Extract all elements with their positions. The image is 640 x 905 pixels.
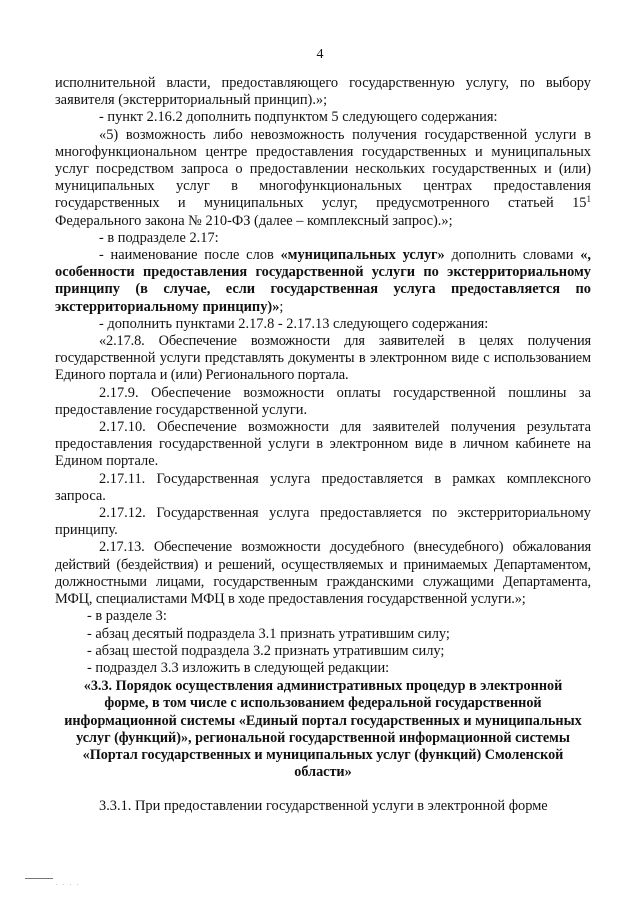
paragraph-subitem-5 — [55, 127, 591, 230]
paragraph-2-17-8: «2.17.8. Обеспечение возможности для заявителей в целях получения государственной услуги представлять документы в электронном виде с использованием Единого портала и (или) Регионального портала. — [55, 333, 591, 384]
page-number: 4 — [316, 47, 324, 62]
amendment-text: - наименование после слов — [99, 247, 281, 264]
paragraph-item-2-16-2: - пункт 2.16.2 дополнить подпунктом 5 следующего содержания: — [99, 109, 498, 126]
paragraph-2-17-10: 2.17.10. Обеспечение возможности для заявителей получения результата предоставления государственной услуги в электронном виде в личном кабинете на Едином портале. — [55, 419, 591, 470]
paragraph-2-17-13: 2.17.13. Обеспечение возможности досудебного (внесудебного) обжалования действий (бездействия) и решений, осуществляемых и принимаемых Департаментом, должностными лицами, государственным гражданскими служащими Департамента, МФЦ, специалистами МФЦ в ходе предоставления государственной услуги.»; — [55, 539, 591, 608]
paragraph-3-2-void: - абзац шестой подраздела 3.2 признать утратившим силу; — [87, 642, 445, 659]
paragraph-3-1-void: - абзац десятый подраздела 3.1 признать утратившим силу; — [87, 625, 450, 642]
paragraph-3-3-1: 3.3.1. При предоставлении государственной услуги в электронной форме — [99, 798, 548, 815]
paragraph-subsection-2-17: - в подразделе 2.17: — [99, 229, 219, 246]
paragraph-name-amendment — [55, 247, 591, 316]
subitem-5-text-end: Федерального закона № 210-ФЗ (далее – комплексный запрос).»; — [55, 212, 453, 229]
amendment-text-end: ; — [279, 298, 284, 315]
section-heading-3-3: «3.3. Порядок осуществления административных процедур в электронной форме, в том числе с использованием федеральной государственной информационной системы «Единый портал государственных и муниципальных услуг (функций)», региональной государственной информационной системы «Портал государственных и муниципальных услуг (функций) Смоленской области» — [64, 678, 582, 781]
paragraph-2-17-11: 2.17.11. Государственная услуга предоставляется в рамках комплексного запроса. — [55, 470, 591, 504]
amendment-quoted-words: «муниципальных услуг» — [280, 247, 445, 264]
footer-marks: . . . . — [56, 881, 81, 887]
document-body — [55, 75, 591, 816]
footer-rule — [25, 878, 53, 879]
paragraph-add-items: - дополнить пунктами 2.17.8 - 2.17.13 следующего содержания: — [99, 315, 489, 332]
paragraph-3-3-new: - подраздел 3.3 изложить в следующей редакции: — [87, 659, 390, 676]
paragraph-continuation: исполнительной власти, предоставляющего государственную услугу, по выбору заявителя (экстерриториальный принцип).»; — [55, 75, 591, 109]
subitem-5-text: «5) возможность либо невозможность получения государственной услуги в многофункциональном центре предоставления государственных и муниципальных услуг посредством запроса о предоставлении нескольких государственных и (или) муниципальных услуг в многофункциональных центрах предоставления государственных и муниципальных услуг, предусмотренного статьей 15 — [55, 126, 591, 212]
spacer — [55, 781, 591, 798]
paragraph-section-3: - в разделе 3: — [87, 608, 167, 625]
paragraph-2-17-9: 2.17.9. Обеспечение возможности оплаты государственной пошлины за предоставление государственной услуги. — [55, 384, 591, 418]
footnote-superscript: 1 — [586, 194, 591, 205]
amendment-text-mid: дополнить словами — [444, 247, 581, 264]
paragraph-2-17-12: 2.17.12. Государственная услуга предоставляется по экстерриториальному принципу. — [55, 505, 591, 539]
amendment-added-words: «, особенности предоставления государственной услуги по экстерриториальному принципу (в случае, если государственная услуга предоставляется по экстерриториальному принципу)» — [55, 247, 591, 315]
